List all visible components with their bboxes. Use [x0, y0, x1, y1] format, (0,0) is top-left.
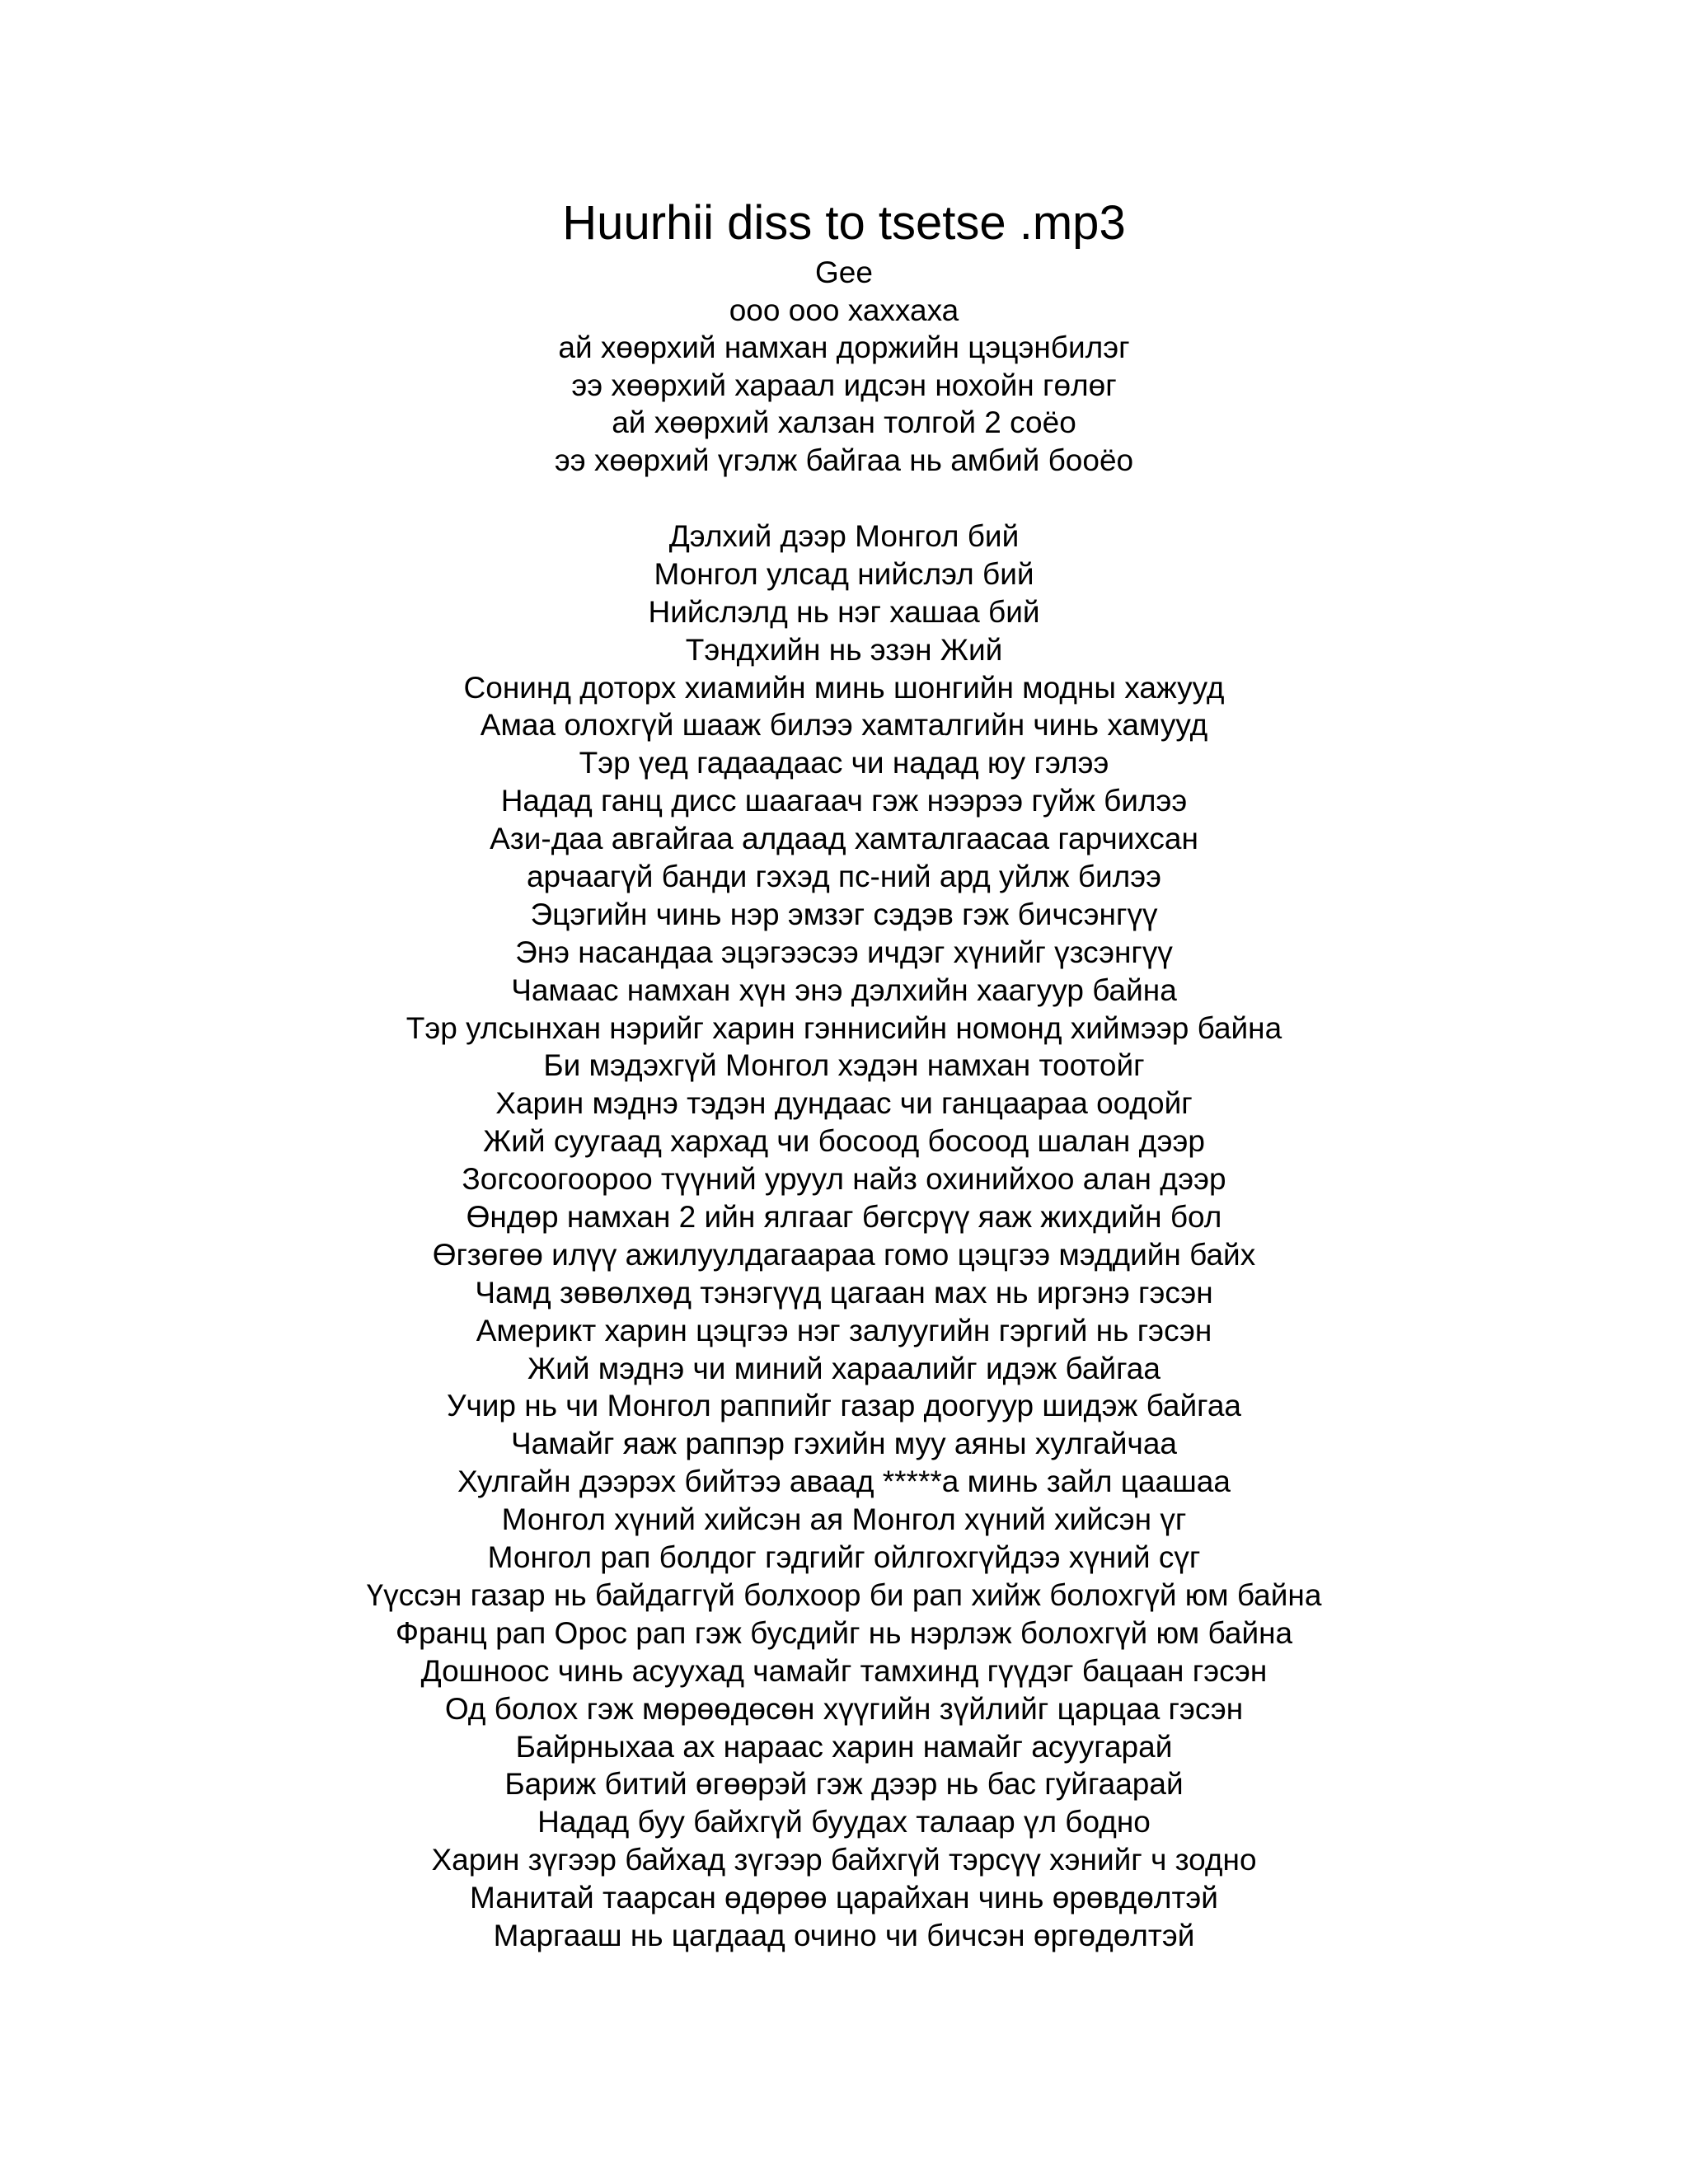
- lyric-line: Амаа олохгүй шааж билээ хамталгийн чинь хамууд: [480, 708, 1208, 743]
- lyric-line: Чамайг яаж раппэр гэхийн муу аяны хулгайчаа: [510, 1427, 1177, 1461]
- lyric-line: ооо ооо хаххаха: [729, 293, 959, 327]
- lyric-line: Би мэдэхгүй Монгол хэдэн намхан тоотойг: [543, 1048, 1145, 1083]
- intro-lines: [0, 254, 1688, 480]
- lyric-line: Жий мэднэ чи миний хараалийг идэж байгаа: [528, 1351, 1160, 1385]
- lyric-line: Харин зүгээр байхад зүгээр байхгүй тэрсүү хэнийг ч зодно: [431, 1843, 1257, 1877]
- lyric-line: Хулгайн дээрэх бийтээ аваад *****а минь зайл цаашаа: [457, 1465, 1231, 1499]
- lyric-line: Од болох гэж мөрөөдөсөн хүүгийн зүйлийг царцаа гэсэн: [444, 1691, 1244, 1726]
- lyric-line: Дошноос чинь асуухад чамайг тамхинд гүүдэг бацаан гэсэн: [420, 1653, 1268, 1688]
- lyric-line: Үүссэн газар нь байдаггүй болхоор би рап хийж болохгүй юм байна: [366, 1577, 1322, 1612]
- lyric-line: Тэр улсынхан нэрийг харин гэннисийн номонд хиймээр байна: [406, 1010, 1282, 1045]
- lyric-line: Монгол хүний хийсэн ая Монгол хүний хийсэн үг: [501, 1502, 1187, 1537]
- lyric-line: Дэлхий дээр Монгол бий: [668, 519, 1020, 553]
- lyric-line: Франц рап Орос рап гэж бусдийг нь нэрлэж болохгүй юм байна: [395, 1615, 1293, 1650]
- lyric-line: Эцэгийн чинь нэр эмзэг сэдэв гэж бичсэнгүү: [530, 897, 1158, 931]
- lyric-line: Ази-даа авгайгаа алдаад хамталгаасаа гарчихсан: [490, 822, 1198, 856]
- lyric-line: Харин мэднэ тэдэн дундаас чи ганцаараа оодойг: [495, 1086, 1193, 1121]
- lyric-line: ээ хөөрхий хараал идсэн нохойн гөлөг: [571, 368, 1117, 402]
- lyric-line: Зогсоогоороо түүний уруул найз охинийхоо алан дээр: [462, 1162, 1226, 1197]
- lyric-line: Gee: [815, 255, 873, 289]
- lyric-line: Энэ насандаа эцэгээсээ ичдэг хүнийг үзсэнгүү: [515, 935, 1173, 969]
- lyric-line: Өгзөгөө илүү ажилуулдагаараа гомо цэцгээ мэддийн байх: [432, 1237, 1256, 1272]
- verse-lines: [0, 518, 1688, 1955]
- lyric-line: ай хөөрхий намхан доржийн цэцэнбилэг: [558, 330, 1130, 365]
- lyric-line: ээ хөөрхий үгэлж байгаа нь амбий бооёо: [554, 443, 1134, 477]
- lyric-line: Сонинд доторх хиамийн минь шонгийн модны хажууд: [463, 670, 1225, 705]
- lyric-line: Нийслэлд нь нэг хашаа бий: [648, 594, 1040, 629]
- lyric-line: Монгол улсад нийслэл бий: [654, 556, 1034, 591]
- lyric-line: Америкт харин цэцгээ нэг залуугийн гэргий нь гэсэн: [476, 1313, 1212, 1347]
- lyric-line: Маргааш нь цагдаад очино чи бичсэн өргөдөлтэй: [493, 1918, 1195, 1952]
- lyric-line: Тэр үед гадаадаас чи надад юу гэлээ: [579, 746, 1109, 780]
- lyric-line: Надад ганц дисс шаагаач гэж нээрээ гуйж билээ: [500, 784, 1188, 818]
- lyric-line: Монгол рап болдог гэдгийг ойлгохгүйдээ хүний сүг: [487, 1540, 1201, 1575]
- lyric-line: Жий суугаад хархад чи босоод босоод шалан дээр: [483, 1124, 1205, 1159]
- lyric-line: Надад буу байхгүй буудах талаар үл бодно: [537, 1805, 1151, 1840]
- document-title: Huurhii diss to tsetse .mp3: [562, 196, 1126, 250]
- lyric-line: Учир нь чи Монгол раппийг газар доогуур шидэж байгаа: [446, 1389, 1242, 1423]
- lyric-line: Тэндхийн нь эзэн Жий: [685, 632, 1003, 667]
- lyric-line: Өндөр намхан 2 ийн ялгааг бөгсрүү яаж жихдийн бол: [466, 1200, 1222, 1235]
- lyric-line: Байрныхаа ах нараас харин намайг асуугарай: [515, 1729, 1173, 1764]
- lyric-line: ай хөөрхий халзан толгой 2 соёо: [612, 405, 1076, 440]
- lyric-line: Манитай таарсан өдөрөө царайхан чинь өрөвдөлтэй: [470, 1881, 1218, 1915]
- lyric-line: арчаагүй банди гэхэд пс-ний ард уйлж билээ: [526, 860, 1162, 894]
- lyric-line: Чамаас намхан хүн энэ дэлхийн хаагуур байна: [511, 972, 1177, 1007]
- lyric-line: Чамд зөвөлхөд тэнэгүүд цагаан мах нь иргэнэ гэсэн: [475, 1275, 1213, 1310]
- lyric-line: Бариж битий өгөөрэй гэж дээр нь бас гуйгаарай: [504, 1767, 1184, 1802]
